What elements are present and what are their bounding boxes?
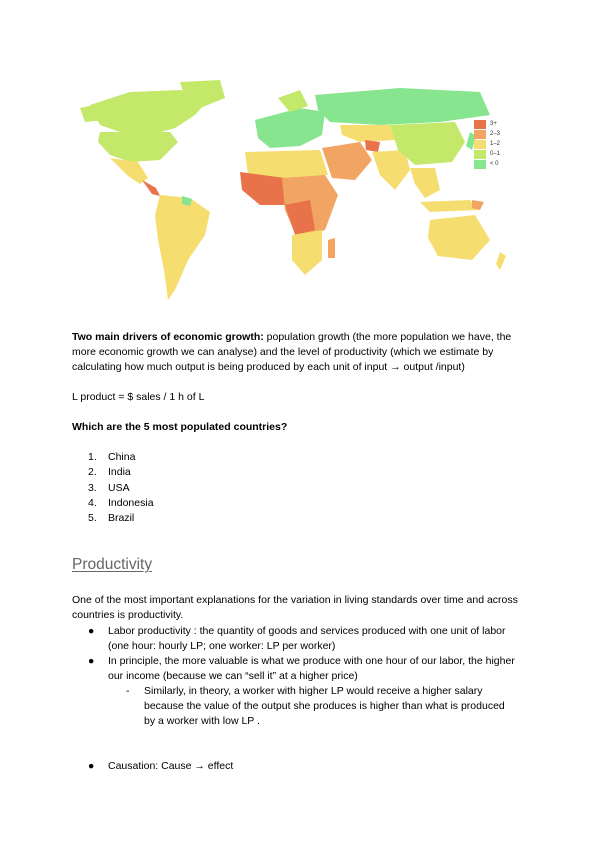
map-central-america [142,180,160,196]
map-usa [98,132,178,162]
drivers-bold-lead: Two main drivers of economic growth: [72,331,264,343]
map-kazakhstan [340,125,395,142]
bullet-item [90,624,520,654]
formula-line: L product = $ sales / 1 h of L [72,391,205,403]
list-number: 1. [88,451,97,463]
bullet-text: In principle, the more valuable is what we produce with one hour of our labor, the higher our income (because we can “sell it” at a higher price) [108,655,515,682]
legend-swatch [474,140,486,149]
list-item [88,511,154,526]
map-congo [285,200,315,235]
productivity-paragraph: One of the most important explanations for the variation in living standards over time and across countries is productivity. [72,594,518,621]
legend-item [474,159,500,169]
map-legend [474,119,500,169]
list-number: 5. [88,512,97,525]
map-afghanistan [365,140,380,152]
map-europe [255,108,325,148]
bullet-dot-icon: ● [88,760,95,772]
drivers-text: population growth (the more population we have, the more economic growth we can analyse) and the level of productivity (which we estimate by calculating how much output is being produced by each unit of input → output /input) [72,331,512,373]
country-name: Brazil [108,512,135,525]
country-name: USA [108,481,130,494]
legend-item [474,129,500,139]
map-southeast-asia [410,168,440,198]
map-south-america [155,195,210,300]
map-southern-africa [292,230,322,275]
bullet-item [90,759,520,774]
legend-label: 0–1 [490,151,501,157]
list-number: 3. [88,481,97,494]
section-heading: Productivity [72,556,153,573]
country-name: China [108,451,136,463]
question-line: Which are the 5 most populated countries? [72,421,288,433]
legend-label: 3+ [490,121,497,127]
countries-list [88,450,154,526]
list-number: 2. [88,466,97,479]
world-population-growth-map [60,80,530,310]
map-middle-east [322,142,372,180]
list-item [88,481,154,496]
list-number: 4. [88,496,97,509]
map-nz [496,252,506,270]
map-madagascar [328,238,335,258]
map-south-asia [372,150,410,190]
dash-icon: - [126,685,130,697]
bullet-text: Labor productivity : the quantity of goods and services produced with one unit of labor (one hour: hourly LP; one worker: LP per worker) [108,625,506,652]
country-name: India [108,466,131,479]
bullet-dot-icon: ● [88,625,95,637]
legend-swatch [474,130,486,139]
legend-item [474,119,500,129]
map-mexico [110,158,148,184]
legend-swatch [474,120,486,129]
bullet-text: Causation: Cause → effect [108,760,234,772]
legend-item [474,149,500,159]
legend-label: 1–2 [490,141,501,147]
legend-item [474,139,500,149]
sub-bullet-text: Similarly, in theory, a worker with higher LP would receive a higher salary because the value of the output she produces is higher than what is produced by a worker with low LP . [144,685,505,727]
bullet-item [90,654,520,684]
list-item [88,465,154,480]
list-item [88,450,154,465]
map-russia [315,88,490,125]
drivers-paragraph [72,330,532,375]
list-item [88,496,154,511]
legend-label: < 0 [490,161,499,167]
legend-swatch [474,150,486,159]
bullet-dot-icon: ● [88,655,95,667]
map-indonesia [420,200,478,212]
legend-label: 2–3 [490,131,501,137]
legend-swatch [474,160,486,169]
map-australia [428,215,490,260]
sub-bullet-item [126,684,506,729]
country-name: Indonesia [108,496,154,509]
